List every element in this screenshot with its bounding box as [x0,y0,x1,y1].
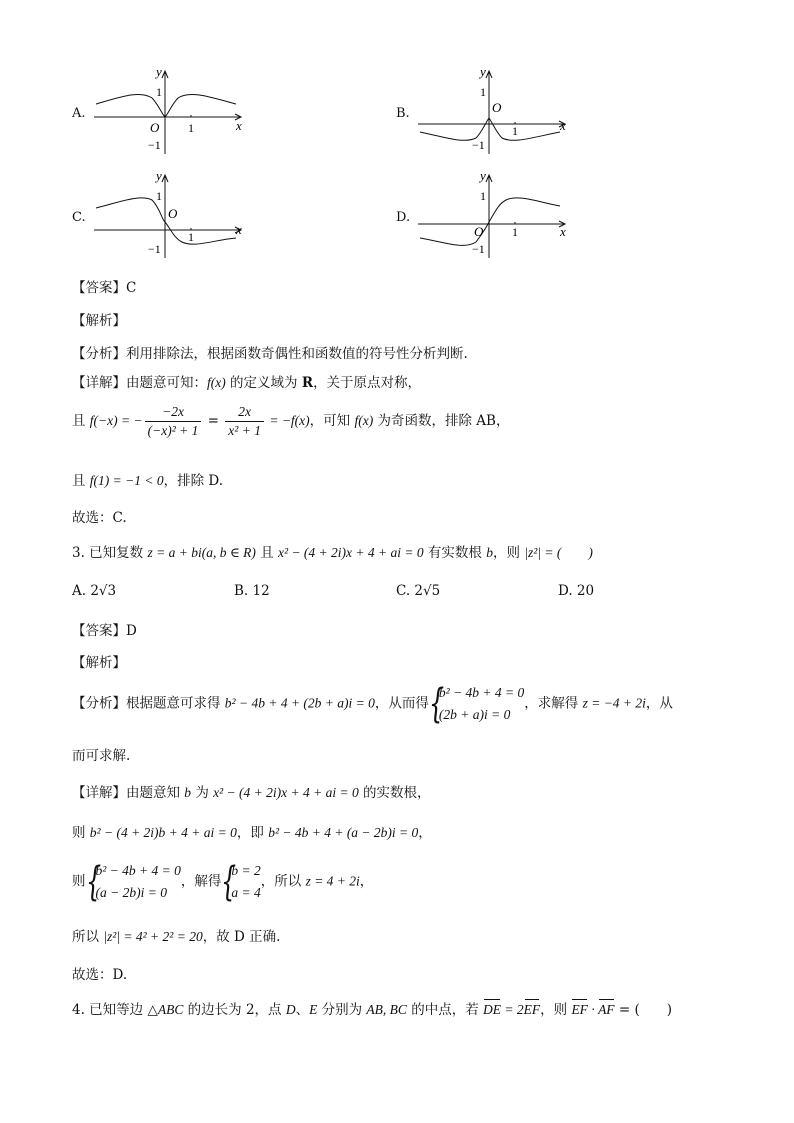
text: 且 [255,545,279,561]
text: 根据题意可求得 [126,695,225,712]
detail-tag: 【详解】 [72,785,126,801]
text: ， [359,873,374,890]
text: 则 [72,825,90,841]
equation: (a − 2b)i = 0 [95,885,167,900]
text: 的定义域为 [225,375,302,391]
equation-system: { b² − 4b + 4 = 0 (2b + a)i = 0 [428,681,525,727]
math: b [184,785,192,800]
text: ，排除 D. [163,473,224,489]
graph-b [414,62,574,158]
x-tick-one: 1 [188,230,194,244]
x-axis-label: x [560,224,566,239]
numerator: −2x [145,404,202,422]
y-axis-label: y [156,168,162,183]
fraction [225,404,264,439]
math: |z²| = ( ) [524,545,593,560]
text: 3. 已知复数 [72,545,148,561]
math: · [587,1002,599,1017]
solution-system: { b = 2 a = 4 [221,859,261,905]
fraction [145,404,202,439]
origin-label: O [168,206,178,221]
option-b: B. 12 [234,583,270,599]
q3-fenxi-line2: 而可求解. [72,748,131,764]
math: f(−x) = − [89,413,143,428]
text: ， [418,825,432,841]
text: 有实数根 [423,545,487,561]
option-a: A. 2√3 [72,583,117,599]
origin-label: O [150,120,160,135]
math: f(x) [207,375,226,390]
q2-answer [72,276,136,296]
option-c: C. 2√5 [396,583,441,599]
text: 所以 [72,929,104,945]
option-label: D. [396,210,411,225]
q3-answer [72,619,137,639]
q3-stem [72,541,593,561]
math: x² − (4 + 2i)x + 4 + ai = 0 [213,785,359,800]
text: 由题意知 [126,785,185,801]
q3-detail-line2 [72,821,432,841]
option-label: A. [72,106,86,121]
origin-label: O [492,100,502,115]
vector: DE [483,1002,502,1017]
text: ，则 [540,1002,572,1018]
q3-detail-line3 [72,860,373,904]
x-tick-one: 1 [512,225,518,239]
math: z = a + bi(a, b ∈ R) [147,545,256,560]
text: ，从 [645,695,673,712]
math: f(x) [354,413,374,428]
graph-d [414,166,574,262]
y-axis-label: y [480,168,486,183]
fenxi-tag: 【分析】 [72,346,126,362]
answer-tag: 【答案】 [72,280,126,296]
x-tick-one: 1 [188,121,194,135]
text: ，求解得 [524,695,583,712]
numerator: 2x [225,404,264,422]
text: 则 [72,873,86,890]
text: ，关于原点对称， [313,375,422,391]
equation: b = 2 [231,863,261,878]
math: b² − 4b + 4 + (a − 2b)i = 0 [268,825,419,840]
math: D [285,1002,296,1017]
text: ，所以 [260,873,306,890]
math: AB, BC [366,1002,407,1017]
text: 、 [295,1002,310,1018]
answer-value: C [126,280,137,296]
q2-detail-line2 [72,404,509,439]
text: 为 [191,785,214,801]
y-tick-one: 1 [480,189,486,203]
text: ，解得 [180,873,222,890]
x-axis-label: x [560,118,566,133]
q4-stem [72,998,672,1018]
math: = 2 [501,1002,524,1017]
vector: EF [571,1002,588,1017]
math-r: R [301,375,314,391]
q2-detail-line3 [72,469,223,489]
fenxi-tag: 【分析】 [72,695,126,712]
detail-tag: 【详解】 [72,375,126,391]
x-axis-label: x [236,118,242,133]
text: = [203,413,224,429]
text: = ( ) [614,1002,672,1018]
q2-choose: 故选：C. [72,510,127,526]
math: f(1) = −1 < 0 [89,473,164,488]
y-axis-label: y [480,64,486,79]
vector: AF [598,1002,615,1017]
vector: EF [523,1002,541,1017]
math: = −f(x) [265,413,310,428]
equation: a = 4 [231,885,261,900]
q3-choose: 故选：D. [72,967,128,983]
math: x² − (4 + 2i)x + 4 + ai = 0 [278,545,424,560]
text: 分别为 [317,1002,367,1018]
option-d: D. 20 [558,583,595,599]
text: ，则 [492,545,525,561]
text: ，从而得 [374,695,429,712]
y-tick-neg-one: −1 [148,242,161,256]
text: 且 [72,413,90,429]
y-tick-one: 1 [156,85,162,99]
math: E [309,1002,318,1017]
q2-detail-line1 [72,371,421,391]
q3-analysis-tag: 【解析】 [72,655,126,671]
fenxi-text: 利用排除法，根据函数奇偶性和函数值的符号性分析判断. [126,346,468,362]
math: b² − (4 + 2i)b + 4 + ai = 0 [89,825,237,840]
x-tick-one: 1 [512,124,518,138]
text: 且 [72,473,90,489]
q3-detail-line1 [72,781,431,801]
graph-c [90,166,250,262]
y-axis-label: y [156,64,162,79]
math: z = 4 + 2i [305,873,360,889]
math: △ABC [147,1002,184,1017]
text: ，即 [236,825,269,841]
q2-analysis-tag: 【解析】 [72,313,126,329]
q2-fenxi [72,342,468,362]
answer-value: D [126,623,137,639]
origin-label: O [474,224,484,239]
math: b [486,545,493,560]
math: z = −4 + 2i [582,695,646,711]
option-label: C. [72,210,86,225]
q3-fenxi-line1 [72,682,673,726]
equation: b² − 4b + 4 = 0 [95,863,181,878]
text: 的中点，若 [406,1002,484,1018]
y-tick-neg-one: −1 [148,138,161,152]
y-tick-one: 1 [480,85,486,99]
denominator: x² + 1 [228,423,261,438]
q3-detail-line4 [72,925,280,945]
equation: (2b + a)i = 0 [438,707,511,722]
text: ，可知 [309,413,355,429]
text: 由题意可知： [126,375,207,391]
math: b² − 4b + 4 + (2b + a)i = 0 [224,695,375,711]
denominator: (−x)² + 1 [147,423,199,438]
text: 的边长为 2，点 [183,1002,286,1018]
text: 4. 已知等边 [72,1002,148,1018]
y-tick-neg-one: −1 [472,242,485,256]
option-label: B. [396,106,410,121]
equation-system: { b² − 4b + 4 = 0 (a − 2b)i = 0 [85,859,181,905]
text: ，故 D 正确. [202,929,281,945]
text: 为奇函数，排除 AB， [373,413,510,429]
math: |z²| = 4² + 2² = 20 [103,929,203,944]
y-tick-neg-one: −1 [472,138,485,152]
text: 的实数根， [358,785,431,801]
equation: b² − 4b + 4 = 0 [438,685,525,700]
y-tick-one: 1 [156,189,162,203]
graph-a [90,62,250,158]
x-axis-label: x [236,222,242,237]
answer-tag: 【答案】 [72,623,126,639]
